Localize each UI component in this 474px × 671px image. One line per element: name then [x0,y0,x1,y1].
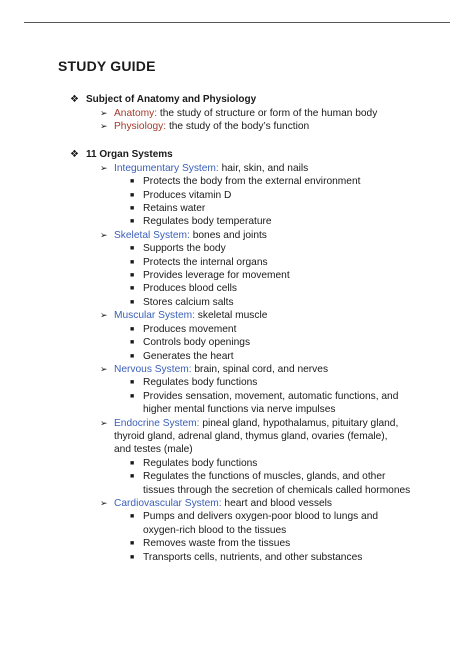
diamond-bullet-icon: ❖ [70,94,79,105]
outline-item-text [114,120,404,133]
square-bullet-icon: ■ [130,392,135,400]
square-bullet-icon: ■ [130,298,135,306]
sub-bullet-item [58,323,458,336]
outline-item-text [114,107,404,120]
sub-bullet-text: Protects the body from the external environment [143,176,361,188]
sub-bullet-text: Regulates body temperature [143,216,272,228]
outline-item-text [114,229,404,242]
item-term: Physiology: [114,121,167,133]
sub-bullet-text: Produces blood cells [143,283,238,295]
sub-bullet-item [58,470,458,497]
sub-bullet-item [58,510,458,537]
arrow-bullet-icon: ➢ [100,497,108,508]
arrow-bullet-icon: ➢ [100,310,108,321]
top-divider [24,22,450,23]
page-title: STUDY GUIDE [58,58,156,74]
outline-item-text [114,417,404,457]
outline-item [58,229,458,242]
sub-bullet-text: Regulates body functions [143,457,258,469]
item-description: heart and blood vessels [221,497,333,509]
square-bullet-icon: ■ [130,553,135,561]
section-heading [58,147,458,162]
item-description: bones and joints [189,229,267,241]
item-term: Endocrine System: [114,417,200,429]
outline-item [58,309,458,322]
section-heading-text: 11 Organ Systems [86,148,173,160]
sub-bullet-text: Pumps and delivers oxygen-poor blood to lungs and oxygen-rich blood to the tissues [143,511,379,536]
square-bullet-icon: ■ [130,191,135,199]
sub-bullet-text: Stores calcium salts [143,296,234,308]
item-term: Integumentary System: [114,162,219,174]
outline-item [58,417,458,457]
item-description: the study of structure or form of the human body [157,108,378,119]
square-bullet-icon: ■ [130,540,135,548]
square-bullet-icon: ■ [130,513,135,521]
section-1 [58,147,458,564]
sub-bullet-text: Protects the internal organs [143,256,268,268]
sub-bullet-item [58,269,458,282]
sub-bullet-item [58,202,458,215]
item-description: skeletal muscle [194,310,268,322]
item-description: brain, spinal cord, and nerves [191,363,329,375]
sub-bullet-text: Produces movement [143,323,237,335]
outline-item [58,497,458,510]
sub-bullet-item [58,175,458,188]
sub-bullet-text: Provides leverage for movement [143,270,290,282]
item-term: Muscular System: [114,310,195,322]
sub-bullet-item [58,336,458,349]
square-bullet-icon: ■ [130,325,135,333]
sub-bullet-item [58,242,458,255]
sub-bullet-item [58,390,458,417]
sub-bullet-item [58,189,458,202]
study-guide-content [58,92,458,564]
sub-bullet-text: Supports the body [143,243,226,255]
arrow-bullet-icon: ➢ [100,363,108,374]
outline-item [58,107,458,120]
square-bullet-icon: ■ [130,473,135,481]
diamond-bullet-icon: ❖ [70,148,79,160]
section-heading [58,92,458,107]
sub-bullet-text: Generates the heart [143,350,234,362]
arrow-bullet-icon: ➢ [100,108,108,118]
sub-bullet-text: Produces vitamin D [143,189,232,201]
square-bullet-icon: ■ [130,272,135,280]
square-bullet-icon: ■ [130,205,135,213]
outline-item-text [114,162,404,175]
sub-bullet-text: Controls body openings [143,337,251,349]
sub-bullet-text: Provides sensation, movement, automatic functions, and higher mental functions via nerve impulses [143,390,399,416]
square-bullet-icon: ■ [130,459,135,467]
square-bullet-icon: ■ [130,218,135,226]
item-term: Nervous System: [114,363,192,375]
sub-bullet-text: Transports cells, nutrients, and other substances [143,551,363,563]
outline-item [58,363,458,376]
item-term: Anatomy: [114,108,158,119]
sub-bullet-item [58,457,458,470]
sub-bullet-item [58,350,458,363]
item-term: Cardiovascular System: [114,497,222,509]
outline-item [58,162,458,175]
square-bullet-icon: ■ [130,352,135,360]
arrow-bullet-icon: ➢ [100,417,108,428]
square-bullet-icon: ■ [130,285,135,293]
item-description: the study of the body’s function [166,121,310,133]
square-bullet-icon: ■ [130,178,135,186]
item-description: pineal gland, hypothalamus, pituitary gland, thyroid gland, adrenal gland, thymus gland, ovaries (female), and testes (male) [114,417,399,456]
arrow-bullet-icon: ➢ [100,162,108,173]
sub-bullet-text: Removes waste from the tissues [143,538,291,550]
outline-item-text [114,497,404,510]
outline-item [58,120,458,133]
sub-bullet-item [58,537,458,550]
section-heading-text: Subject of Anatomy and Physiology [86,94,257,105]
sub-bullet-item [58,551,458,564]
sub-bullet-text: Regulates the functions of muscles, glands, and other tissues through the secretion of chemicals called hormones [143,471,411,496]
item-description: hair, skin, and nails [218,162,309,174]
sub-bullet-item [58,296,458,309]
sub-bullet-item [58,376,458,389]
arrow-bullet-icon: ➢ [100,229,108,240]
item-term: Skeletal System: [114,229,190,241]
outline-item-text [114,309,404,322]
sub-bullet-text: Regulates body functions [143,377,258,389]
sub-bullet-item [58,215,458,228]
section-0 [58,92,458,134]
sub-bullet-text: Retains water [143,203,206,215]
outline-item-text [114,363,404,376]
sub-bullet-item [58,256,458,269]
arrow-bullet-icon: ➢ [100,121,108,132]
study-guide-document [58,58,458,577]
square-bullet-icon: ■ [130,258,135,266]
square-bullet-icon: ■ [130,245,135,253]
sub-bullet-item [58,282,458,295]
square-bullet-icon: ■ [130,379,135,387]
square-bullet-icon: ■ [130,339,135,347]
